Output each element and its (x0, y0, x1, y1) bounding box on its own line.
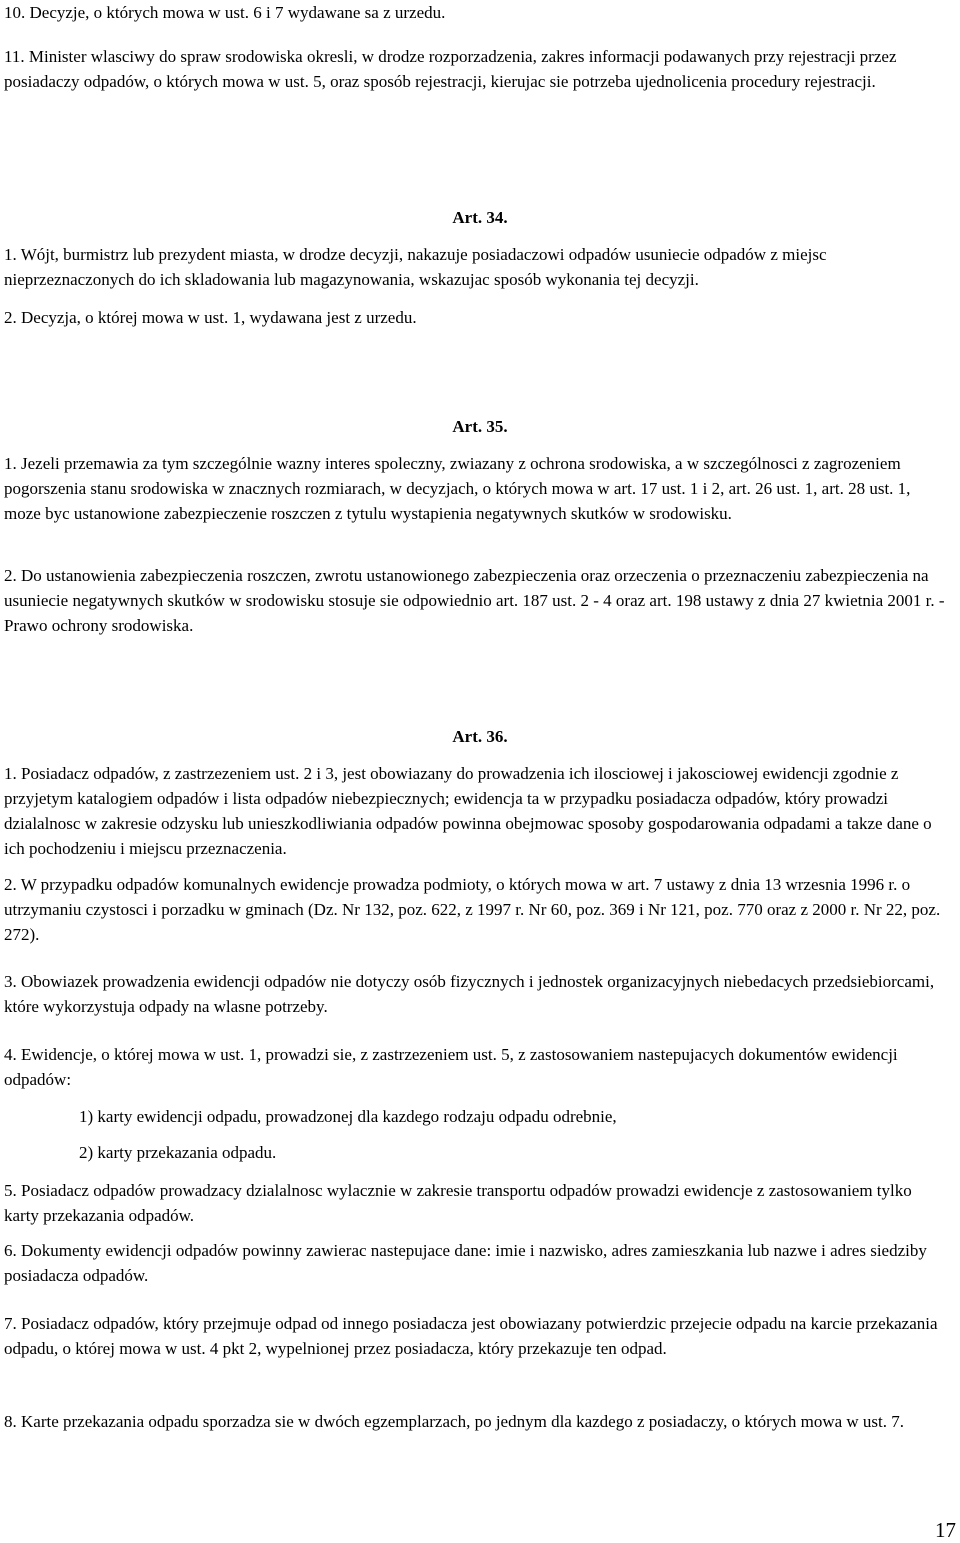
article-34-paragraph-2: 2. Decyzja, o której mowa w ust. 1, wydawana jest z urzedu. (4, 308, 417, 327)
paragraph-10: 10. Decyzje, o których mowa w ust. 6 i 7 wydawane sa z urzedu. (4, 3, 446, 22)
article-36-paragraph-7: 7. Posiadacz odpadów, który przejmuje odpad od innego posiadacza jest obowiazany potwierdzic przejecie odpadu na karcie przekazania odpadu, o której mowa w ust. 4 pkt 2, wypelnionej przez posiadacza, który przekazuje ten odpad. (4, 1314, 938, 1358)
article-36-paragraph-2: 2. W przypadku odpadów komunalnych ewidencje prowadza podmioty, o których mowa w art. 7 ustawy z dnia 13 wrzesnia 1996 r. o utrzymaniu czystosci i porzadku w gminach (Dz. Nr 132, poz. 622, z 1997 r. Nr 60, poz. 369 i Nr 121, poz. 770 oraz z 2000 r. Nr 22, poz. 272). (4, 875, 941, 944)
article-36-paragraph-4: 4. Ewidencje, o której mowa w ust. 1, prowadzi sie, z zastrzezeniem ust. 5, z zastosowaniem nastepujacych dokumentów ewidencji odpadów: (4, 1045, 898, 1089)
article-36-paragraph-6: 6. Dokumenty ewidencji odpadów powinny zawierac nastepujace dane: imie i nazwisko, adres zamieszkania lub nazwe i adres siedziby posiadacza odpadów. (4, 1241, 927, 1285)
article-36-paragraph-8: 8. Karte przekazania odpadu sporzadza sie w dwóch egzemplarzach, po jednym dla kazdego z posiadaczy, o których mowa w ust. 7. (4, 1412, 905, 1431)
article-34-paragraph-1: 1. Wójt, burmistrz lub prezydent miasta, w drodze decyzji, nakazuje posiadaczowi odpadów usuniecie odpadów z miejsc nieprzeznaczonych do ich skladowania lub magazynowania, wskazujac sposób wykonania tej decyzji. (4, 245, 827, 289)
page-number: 17 (935, 1518, 956, 1542)
article-36-paragraph-3: 3. Obowiazek prowadzenia ewidencji odpadów nie dotyczy osób fizycznych i jednostek organizacyjnych niebedacych przedsiebiorcami, które wykorzystuja odpady na wlasne potrzeby. (4, 972, 935, 1016)
list-item: 2) karty przekazania odpadu. (79, 1143, 277, 1162)
article-35-paragraph-2: 2. Do ustanowienia zabezpieczenia roszczen, zwrotu ustanowionego zabezpieczenia oraz orzeczenia o przeznaczeniu zabezpieczenia na usuniecie negatywnych skutków w srodowisku stosuje sie odpowiednio art. 187 ust. 2 - 4 oraz art. 198 ustawy z dnia 27 kwietnia 2001 r. - Prawo ochrony srodowiska. (4, 566, 945, 635)
article-35-paragraph-1: 1. Jezeli przemawia za tym szczególnie wazny interes spoleczny, zwiazany z ochrona srodowiska, a w szczególnosci z zagrozeniem pogorszenia stanu srodowiska w znacznych rozmiarach, w decyzjach, o których mowa w art. 17 ust. 1 i 2, art. 26 ust. 1, art. 28 ust. 1, moze byc ustanowione zabezpieczenie roszczen z tytulu wystapienia negatywnych skutków w srodowisku. (4, 454, 911, 523)
article-36-heading: Art. 36. (452, 727, 508, 746)
article-36-paragraph-1: 1. Posiadacz odpadów, z zastrzezeniem ust. 2 i 3, jest obowiazany do prowadzenia ich ilosciowej i jakosciowej ewidencji zgodnie z przyjetym katalogiem odpadów i lista odpadów niebezpiecznych; ewidencja ta w przypadku posiadacza odpadów, który prowadzi dzialalnosc w zakresie odzysku lub unieszkodliwiania odpadów powinna obejmowac sposoby gospodarowania odpadami a takze dane o ich pochodzeniu i miejscu przeznaczenia. (4, 764, 932, 858)
list-item: 1) karty ewidencji odpadu, prowadzonej dla kazdego rodzaju odpadu odrebnie, (79, 1107, 617, 1126)
article-34-heading: Art. 34. (452, 208, 508, 227)
article-36-paragraph-5: 5. Posiadacz odpadów prowadzacy dzialalnosc wylacznie w zakresie transportu odpadów prowadzi ewidencje z zastosowaniem tylko karty przekazania odpadów. (4, 1181, 912, 1225)
paragraph-11: 11. Minister wlasciwy do spraw srodowiska okresli, w drodze rozporzadzenia, zakres informacji podawanych przy rejestracji przez posiadaczy odpadów, o których mowa w ust. 5, oraz sposób rejestracji, kierujac sie potrzeba ujednolicenia procedury rejestracji. (4, 47, 897, 91)
article-35-heading: Art. 35. (452, 417, 508, 436)
